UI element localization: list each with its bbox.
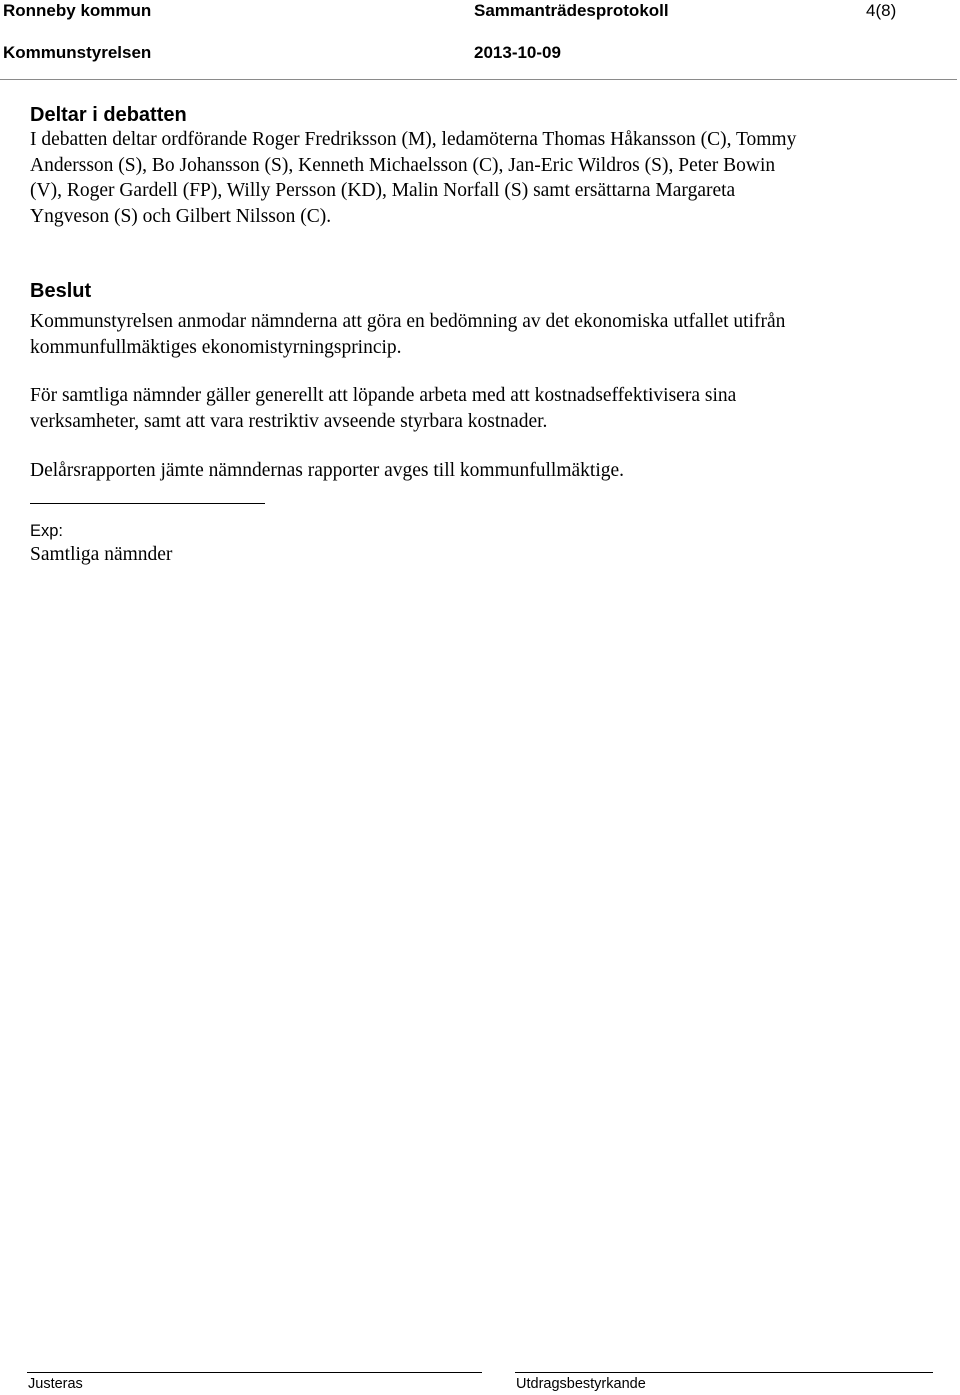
footer-rule-left: [27, 1372, 482, 1373]
debate-heading: Deltar i debatten: [30, 104, 187, 126]
debate-line: I debatten deltar ordförande Roger Fredriksson (M), ledamöterna Thomas Håkansson (C), Tommy: [30, 129, 797, 150]
debate-line: Andersson (S), Bo Johansson (S), Kenneth Michaelsson (C), Jan-Eric Wildros (S), Peter Bowin: [30, 154, 776, 176]
separator-line: [30, 503, 265, 504]
debate-paragraph: [30, 127, 940, 229]
document-type: Sammanträdesprotokoll: [474, 1, 669, 20]
decision-paragraph-3: [30, 458, 940, 484]
adjusted-label: Justeras: [28, 1376, 83, 1392]
decision-line: verksamheter, samt att vara restriktiv avseende styrbara kostnader.: [30, 410, 548, 432]
footer-rule-right: [515, 1372, 933, 1373]
decision-line: Kommunstyrelsen anmodar nämnderna att göra en bedömning av det ekonomiska utfallet utifrån: [30, 311, 786, 332]
decision-paragraph-2: [30, 383, 940, 434]
header-divider: [0, 79, 957, 80]
committee-name: Kommunstyrelsen: [3, 43, 152, 62]
debate-line: Yngveson (S) och Gilbert Nilsson (C).: [30, 205, 332, 227]
certified-extract-label: Utdragsbestyrkande: [516, 1376, 646, 1392]
decision-line: kommunfullmäktiges ekonomistyrningsprincip.: [30, 336, 402, 358]
municipality-name: Ronneby kommun: [3, 1, 152, 20]
decision-line: För samtliga nämnder gäller generellt att löpande arbeta med att kostnadseffektivisera sina: [30, 385, 737, 406]
distribution-label: Exp:: [30, 522, 64, 540]
distribution-recipients: Samtliga nämnder: [30, 544, 173, 565]
meeting-date: 2013-10-09: [474, 43, 561, 62]
debate-line: (V), Roger Gardell (FP), Willy Persson (KD), Malin Norfall (S) samt ersättarna Margareta: [30, 180, 736, 201]
page-number: 4(8): [866, 1, 897, 20]
decision-line: Delårsrapporten jämte nämndernas rapporter avges till kommunfullmäktige.: [30, 460, 625, 481]
decision-paragraph-1: [30, 309, 940, 360]
decision-heading: Beslut: [30, 280, 92, 302]
